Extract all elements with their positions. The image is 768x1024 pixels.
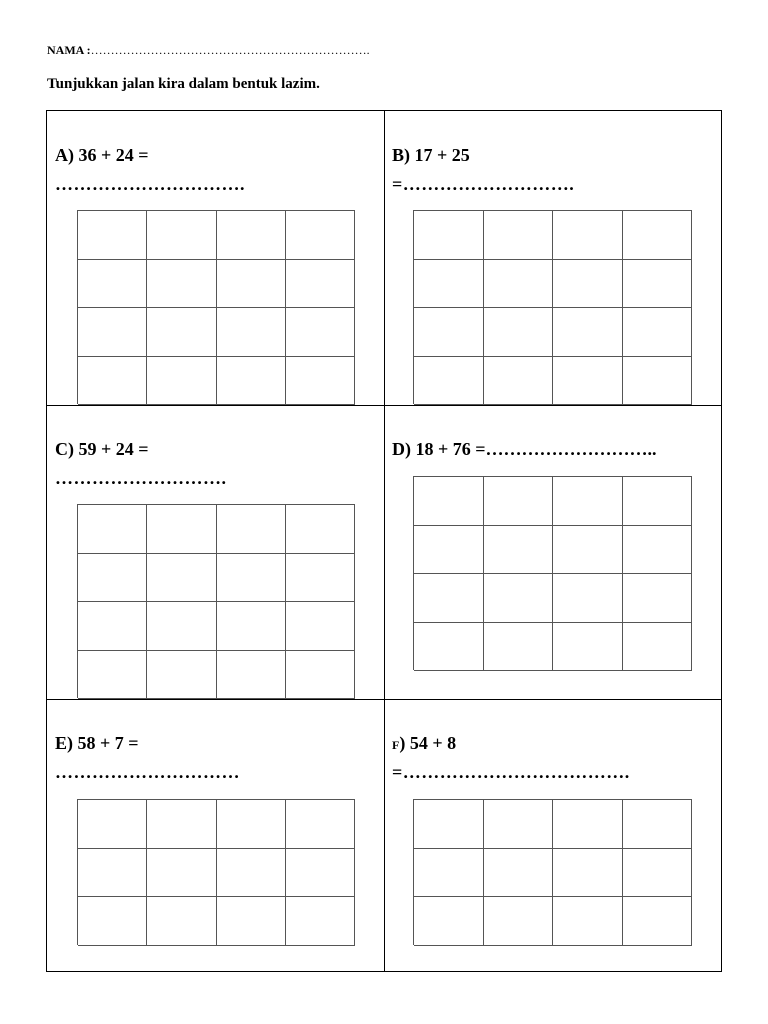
question-a-answer-line[interactable]: …………………………. (55, 174, 245, 194)
grid-cell[interactable] (484, 308, 554, 357)
question-f-prefix: F (392, 738, 400, 752)
grid-cell[interactable] (78, 800, 147, 849)
name-field-row (47, 43, 370, 58)
grid-cell[interactable] (217, 897, 286, 946)
name-answer-dots[interactable]: ……………………………………………………………. (90, 43, 370, 57)
grid-cell[interactable] (78, 602, 147, 651)
grid-cell[interactable] (414, 526, 484, 575)
grid-cell[interactable] (217, 260, 286, 309)
grid-cell[interactable] (147, 800, 216, 849)
grid-cell[interactable] (286, 554, 355, 603)
question-d-work-grid[interactable] (413, 476, 692, 670)
grid-cell[interactable] (78, 211, 147, 260)
grid-cell[interactable] (623, 477, 693, 526)
grid-cell[interactable] (217, 554, 286, 603)
grid-cell[interactable] (286, 849, 355, 898)
question-b-answer-line[interactable]: =………………………. (392, 174, 575, 194)
grid-cell[interactable] (623, 526, 693, 575)
grid-cell[interactable] (147, 308, 216, 357)
grid-cell[interactable] (414, 357, 484, 406)
question-f-expression: ) 54 + 8 (399, 733, 457, 753)
grid-cell[interactable] (623, 623, 693, 672)
grid-cell[interactable] (414, 477, 484, 526)
grid-cell[interactable] (147, 505, 216, 554)
question-a-label: A) 36 + 24 = (55, 145, 149, 165)
question-b-label: B) 17 + 25 (392, 145, 470, 165)
grid-cell[interactable] (623, 800, 693, 849)
grid-cell[interactable] (217, 211, 286, 260)
grid-cell[interactable] (484, 574, 554, 623)
grid-cell[interactable] (414, 897, 484, 946)
instruction-text: Tunjukkan jalan kira dalam bentuk lazim. (47, 76, 320, 92)
grid-cell[interactable] (553, 260, 623, 309)
grid-cell[interactable] (78, 554, 147, 603)
grid-cell[interactable] (414, 211, 484, 260)
grid-cell[interactable] (78, 308, 147, 357)
grid-cell[interactable] (484, 849, 554, 898)
grid-cell[interactable] (553, 477, 623, 526)
question-c-answer-line[interactable]: ………………………. (55, 468, 227, 488)
grid-cell[interactable] (217, 651, 286, 700)
question-panel-table (46, 110, 722, 972)
question-a-work-grid[interactable] (77, 210, 355, 404)
question-d-label[interactable]: D) 18 + 76 =……………………….. (392, 439, 657, 459)
grid-cell[interactable] (553, 357, 623, 406)
grid-cell[interactable] (484, 526, 554, 575)
grid-cell[interactable] (623, 211, 693, 260)
grid-cell[interactable] (78, 260, 147, 309)
grid-cell[interactable] (553, 897, 623, 946)
grid-cell[interactable] (286, 505, 355, 554)
grid-cell[interactable] (484, 211, 554, 260)
grid-cell[interactable] (484, 260, 554, 309)
grid-cell[interactable] (414, 623, 484, 672)
grid-cell[interactable] (623, 357, 693, 406)
grid-cell[interactable] (553, 800, 623, 849)
grid-cell[interactable] (484, 357, 554, 406)
grid-cell[interactable] (414, 800, 484, 849)
grid-cell[interactable] (217, 505, 286, 554)
grid-cell[interactable] (78, 897, 147, 946)
grid-cell[interactable] (217, 308, 286, 357)
grid-cell[interactable] (484, 800, 554, 849)
grid-cell[interactable] (147, 357, 216, 406)
grid-cell[interactable] (414, 849, 484, 898)
grid-cell[interactable] (286, 602, 355, 651)
grid-cell[interactable] (147, 849, 216, 898)
grid-cell[interactable] (484, 477, 554, 526)
grid-cell[interactable] (623, 308, 693, 357)
grid-cell[interactable] (217, 357, 286, 406)
grid-cell[interactable] (286, 651, 355, 700)
grid-cell[interactable] (414, 308, 484, 357)
question-c-work-grid[interactable] (77, 504, 355, 698)
grid-cell[interactable] (286, 211, 355, 260)
grid-cell[interactable] (553, 574, 623, 623)
question-b-work-grid[interactable] (413, 210, 692, 404)
grid-cell[interactable] (78, 357, 147, 406)
grid-cell[interactable] (286, 800, 355, 849)
grid-cell[interactable] (78, 849, 147, 898)
question-f-answer-line[interactable]: =………………………………. (392, 762, 630, 782)
grid-cell[interactable] (147, 554, 216, 603)
grid-cell[interactable] (147, 897, 216, 946)
grid-cell[interactable] (484, 623, 554, 672)
question-e-work-grid[interactable] (77, 799, 355, 945)
name-label: NAMA : (47, 43, 91, 57)
question-e-answer-line[interactable]: ………………………… (55, 762, 240, 782)
grid-cell[interactable] (286, 357, 355, 406)
grid-cell[interactable] (286, 260, 355, 309)
grid-cell[interactable] (217, 602, 286, 651)
grid-cell[interactable] (623, 897, 693, 946)
question-f-label (392, 732, 456, 756)
grid-cell[interactable] (553, 849, 623, 898)
column-divider (384, 111, 385, 971)
grid-cell[interactable] (78, 651, 147, 700)
grid-cell[interactable] (286, 308, 355, 357)
grid-cell[interactable] (553, 623, 623, 672)
grid-cell[interactable] (217, 849, 286, 898)
grid-cell[interactable] (217, 800, 286, 849)
question-f-work-grid[interactable] (413, 799, 692, 945)
question-c-label: C) 59 + 24 = (55, 439, 149, 459)
grid-cell[interactable] (553, 526, 623, 575)
grid-cell[interactable] (623, 574, 693, 623)
grid-cell[interactable] (623, 849, 693, 898)
grid-cell[interactable] (553, 308, 623, 357)
grid-cell[interactable] (147, 211, 216, 260)
grid-cell[interactable] (553, 211, 623, 260)
question-e-label: E) 58 + 7 = (55, 733, 139, 753)
grid-cell[interactable] (147, 602, 216, 651)
grid-cell[interactable] (286, 897, 355, 946)
grid-cell[interactable] (78, 505, 147, 554)
grid-cell[interactable] (414, 574, 484, 623)
grid-cell[interactable] (147, 651, 216, 700)
grid-cell[interactable] (414, 260, 484, 309)
grid-cell[interactable] (623, 260, 693, 309)
grid-cell[interactable] (147, 260, 216, 309)
grid-cell[interactable] (484, 897, 554, 946)
